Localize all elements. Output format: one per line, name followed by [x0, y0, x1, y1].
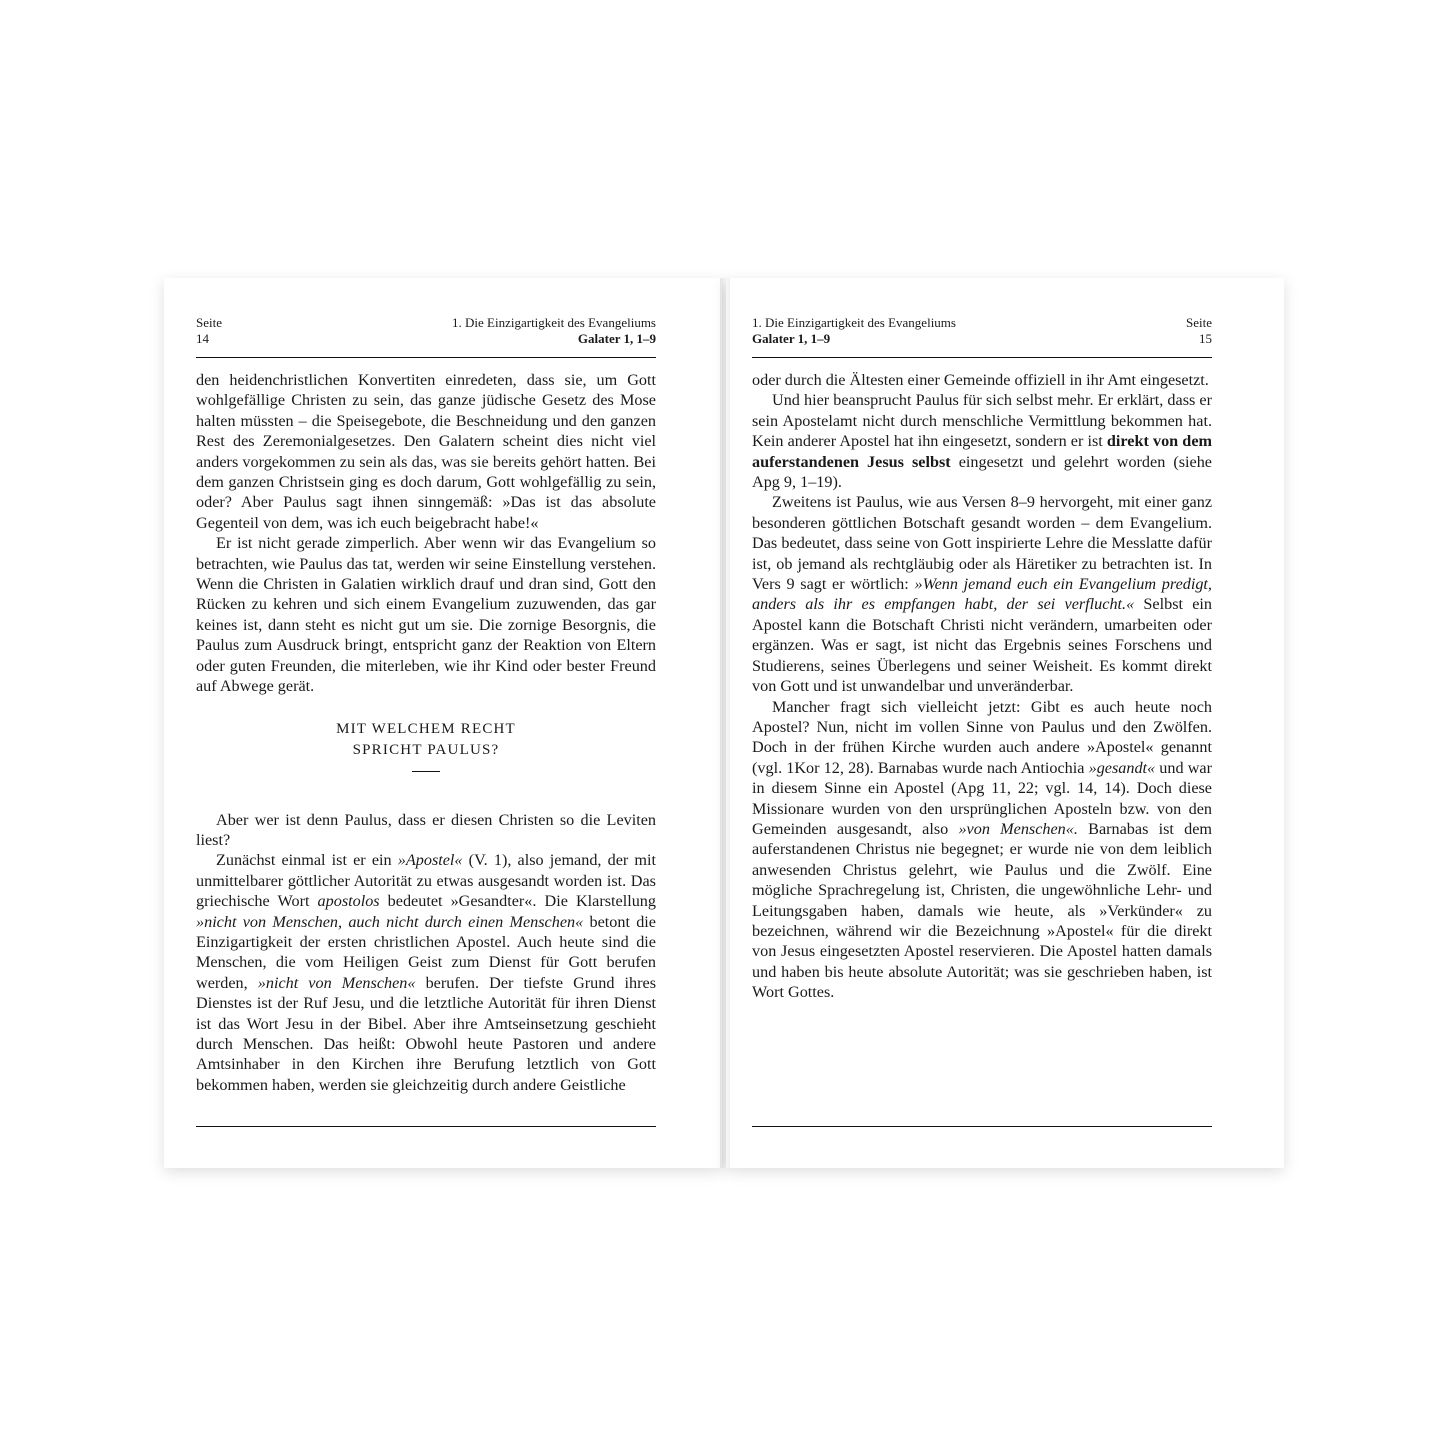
paragraph: Zweitens ist Paulus, wie aus Versen 8–9 hervorgeht, mit einer ganz besonderen göttlichen Botschaft gesandt worden – dem Evangelium. Das bedeutet, dass seine von Gott inspirierte Lehre die Messlatte dafür ist, ob jemand als rechtgläubig oder als Häretiker zu betrachten ist. In Vers 9 sagt er wörtlich: »Wenn jemand euch ein Evangelium predigt, anders als ihr es empfangen habt, der sei verflucht.« Selbst ein Apostel kann die Botschaft Christi nicht verändern, umarbeiten oder ergänzen. Was er sagt, ist nicht das Ergebnis seines Forschens und Studierens, seines Überlegens und seiner Weisheit. Es kommt direkt von Gott und ist unwandelbar und unveränderbar. [752, 493, 1212, 696]
paragraph: Zunächst einmal ist er ein »Apostel« (V. 1), also jemand, der mit unmittelbarer göttlicher Autorität zu etwas ausgesandt worden ist. Das griechische Wort apostolos bedeutet »Gesandter«. Die Klarstellung »nicht von Menschen, auch nicht durch einen Menschen« betont die Einzigartigkeit der ersten christlichen Apostel. Auch heute sind die Menschen, die vom Heiligen Geist zum Dienst für Gott berufen werden, »nicht von Menschen« berufen. Der tiefste Grund ihres Dienstes ist der Ruf Jesu, und die letztliche Autorität für ihren Dienst ist das Wort Jesu in der Bibel. Aber ihre Amtseinsetzung geschieht durch Menschen. Das heißt: Obwohl heute Pastoren und andere Amtsinhaber in den Kirchen ihre Berufung letztlich von Gott bekommen haben, werden sie gleichzeitig durch andere Geistliche [196, 851, 657, 1094]
chapter-block [752, 315, 956, 347]
scripture-reference: Galater 1, 1–9 [577, 331, 656, 346]
book-spread [164, 278, 1284, 1168]
left-page [164, 278, 722, 1168]
chapter-block [452, 315, 656, 347]
running-header [196, 315, 656, 358]
footer-rule [752, 1126, 1212, 1127]
paragraph: oder durch die Ältesten einer Gemeinde offiziell in ihr Amt eingesetzt. [752, 371, 1209, 389]
paragraph: Und hier beansprucht Paulus für sich selbst mehr. Er erklärt, dass er sein Apostelamt nicht durch menschliche Vermittlung bekommen hat. Kein anderer Apostel hat ihn eingesetzt, sondern er ist direkt von dem auferstandenen Jesus selbst eingesetzt und gelehrt worden (siehe Apg 9, 1–19). [752, 391, 1212, 492]
scripture-reference: Galater 1, 1–9 [752, 331, 831, 346]
section-heading: MIT WELCHEM RECHT SPRICHT PAULUS? [336, 720, 516, 758]
heading-rule [412, 771, 440, 772]
page-number-block [1186, 315, 1212, 347]
paragraph: den heidenchristlichen Konvertiten einredeten, dass sie, um Gott wohlgefällige Christen zu sein, das ganze jüdische Gesetz des Mose halten müssten – die Speisegebote, die Beschneidung und den ganzen Rest des Zeremonialgesetzes. Den Galatern scheint dies nicht viel anders vorgekommen zu sein als das, was sie bereits gehört hatten. Bei dem ganzen Christsein ging es doch darum, Gott wohlgefällig zu sein, oder? Aber Paulus sagt ihnen sinngemäß: »Das ist das absolute Gegenteil von dem, was ich euch beigebracht habe!« [196, 371, 656, 532]
running-header [752, 315, 1212, 358]
paragraph: Mancher fragt sich vielleicht jetzt: Gibt es auch heute noch Apostel? Nun, nicht im vollen Sinne von Paulus und den Zwölfen. Doch in der frühen Kirche wurden auch andere »Apostel« genannt (vgl. 1Kor 12, 28). Barnabas wurde nach Antiochia »gesandt« und war in diesem Sinne ein Apostel (Apg 11, 22; vgl. 14, 14). Doch diese Missionare wurden von den ursprünglichen Aposteln bzw. von den Gemeinden ausgesandt, also »von Menschen«. Barnabas ist dem auferstandenen Christus nie begegnet; er wurde nie von dem leiblich anwesenden Christus gelehrt, wie Paulus und die Zwölf. Eine mögliche Sprachregelung ist, Christen, die ungewöhnliche Lehr- und Leitungsgaben haben, damals wie heute, als »Verkünder« zu bezeichnen, während wir die Bezeichnung »Apostel« für die direkt von Jesus eingesetzten Apostel reservieren. Die Apostel hatten damals und haben bis heute absolute Autorität; was sie geschrieben haben, ist Wort Gottes. [752, 697, 1212, 1002]
chapter-title: 1. Die Einzigartigkeit des Evangeliums [752, 315, 956, 330]
book-gutter [720, 278, 730, 1168]
chapter-title: 1. Die Einzigartigkeit des Evangeliums [452, 315, 656, 330]
body-text [752, 370, 1212, 1003]
page-label: Seite [1186, 315, 1212, 330]
page-number-block [196, 315, 222, 347]
body-text [196, 370, 656, 1095]
page-label: Seite [196, 315, 222, 330]
page-number: 14 [196, 331, 209, 346]
paragraph: Er ist nicht gerade zimperlich. Aber wenn wir das Evangelium so betrachten, wie Paulus das tat, werden wir seine Einstellung verstehen. Wenn die Christen in Galatien wirklich drauf und dran sind, Gott den Rücken zu kehren und sich einem Evangelium zuzuwenden, das gar keines ist, dann steht es nicht gut um sie. Die zornige Besorgnis, die Paulus zum Ausdruck bringt, entspricht ganz der Reaktion von Eltern oder guten Freunden, die miterleben, wie ihr Kind oder bester Freund auf Abwege gerät. [196, 534, 656, 696]
footer-rule [196, 1126, 656, 1127]
paragraph: Aber wer ist denn Paulus, dass er diesen Christen so die Leviten liest? [196, 810, 656, 849]
page-number: 15 [1199, 331, 1212, 346]
right-page [726, 278, 1284, 1168]
